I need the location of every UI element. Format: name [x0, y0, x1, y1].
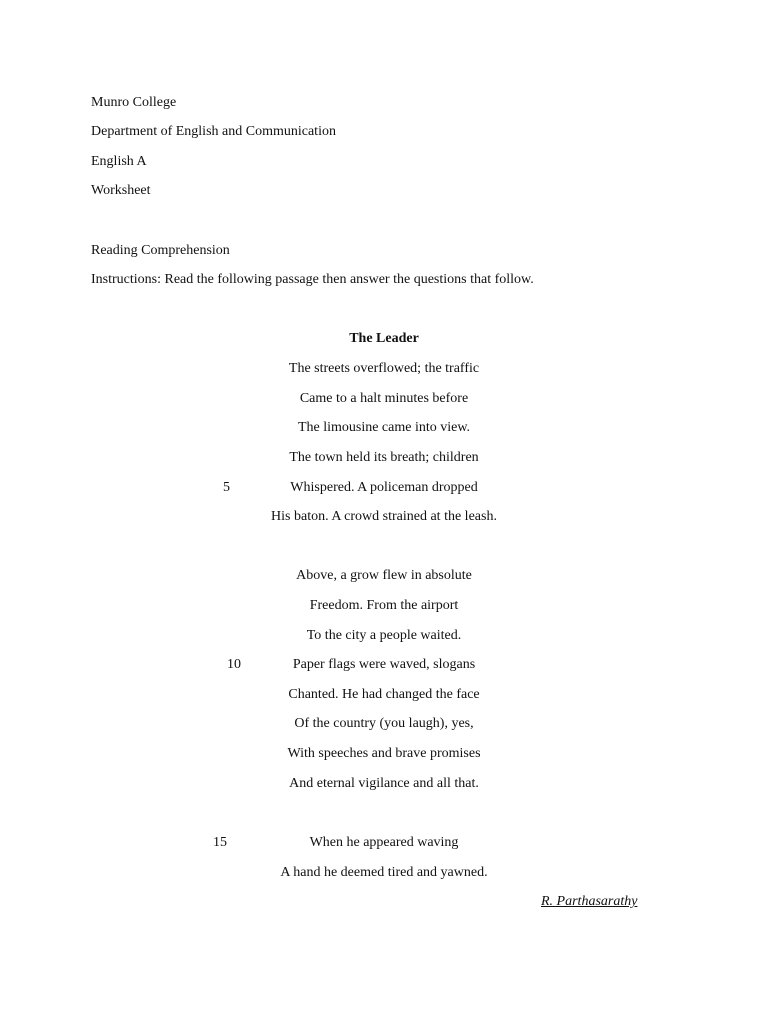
- poem-line: And eternal vigilance and all that.: [289, 776, 479, 791]
- line-number-15: 15: [213, 835, 227, 850]
- poem-line: The streets overflowed; the traffic: [288, 361, 480, 376]
- poem-line: Freedom. From the airport: [309, 598, 459, 613]
- poem-line: When he appeared waving: [309, 835, 459, 850]
- poem-line: The limousine came into view.: [297, 420, 471, 435]
- poem-line: A hand he deemed tired and yawned.: [280, 865, 488, 880]
- poem-line: Chanted. He had changed the face: [288, 687, 480, 702]
- line-number-5: 5: [223, 480, 230, 495]
- poem-author: R. Parthasarathy: [541, 894, 638, 909]
- course-name: English A: [91, 154, 147, 169]
- poem-line: Came to a halt minutes before: [299, 391, 469, 406]
- section-title: Reading Comprehension: [91, 243, 230, 258]
- poem-line: To the city a people waited.: [306, 628, 462, 643]
- poem-line: His baton. A crowd strained at the leash.: [271, 509, 497, 524]
- school-name: Munro College: [91, 95, 177, 110]
- document-type: Worksheet: [91, 183, 151, 198]
- poem-line: Whispered. A policeman dropped: [290, 480, 478, 495]
- poem-line: The town held its breath; children: [289, 450, 479, 465]
- poem-line: Of the country (you laugh), yes,: [294, 716, 474, 731]
- poem-line: Paper flags were waved, slogans: [292, 657, 476, 672]
- department-name: Department of English and Communication: [91, 124, 336, 139]
- instructions: Instructions: Read the following passage then answer the questions that follow.: [91, 272, 534, 287]
- line-number-10: 10: [227, 657, 241, 672]
- poem-line: Above, a grow flew in absolute: [296, 568, 472, 583]
- poem-title: The Leader: [349, 331, 419, 346]
- poem-line: With speeches and brave promises: [287, 746, 481, 761]
